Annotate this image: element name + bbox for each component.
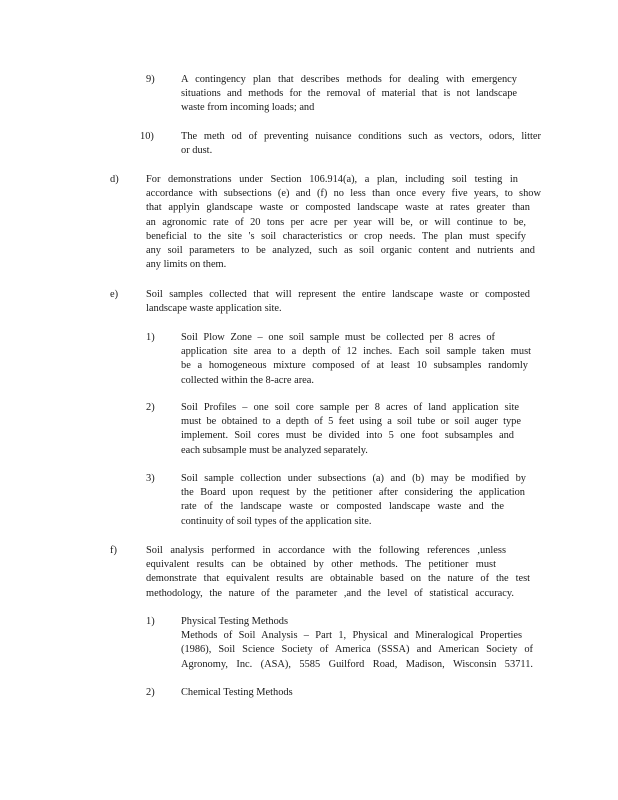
text-line: Soil samples collected that will represent the entire landscape waste or composted	[146, 289, 530, 300]
text-line: A contingency plan that describes methods for dealing with emergency	[181, 74, 517, 85]
text-line: Soil analysis performed in accordance with the following references ,unless	[146, 545, 506, 556]
text-line: methodology, the nature of the parameter ,and the level of statistical accuracy.	[146, 587, 514, 599]
text-line: that applyin glandscape waste or composted landscape waste at rates greater than	[146, 202, 530, 214]
text-line: application site area to a depth of 12 inches. Each soil sample taken must	[181, 346, 531, 358]
text-line: Physical Testing Methods	[181, 616, 289, 627]
text-line: each subsample must be analyzed separately.	[181, 444, 368, 456]
item-marker: 10)	[140, 131, 154, 142]
text-line: Methods of Soil Analysis – Part 1, Physical and Mineralogical Properties	[181, 630, 522, 642]
item-text	[181, 401, 521, 458]
item-marker: 3)	[146, 473, 155, 484]
text-line: Soil Plow Zone – one soil sample must be collected per 8 acres of	[181, 332, 495, 343]
item-marker: 1)	[146, 616, 155, 627]
text-line: continuity of soil types of the application site.	[181, 515, 372, 527]
text-line: Soil sample collection under subsections (a) and (b) may be modified by	[181, 473, 526, 484]
item-marker: 1)	[146, 332, 155, 343]
text-line: waste from incoming loads; and	[181, 102, 315, 114]
text-line: an agronomic rate of 20 tons per acre per year will be, or will continue to be,	[146, 216, 526, 228]
text-line: any limits on them.	[146, 259, 227, 271]
item-marker: 2)	[146, 687, 155, 698]
item-marker: 9)	[146, 74, 155, 85]
item-text	[181, 615, 533, 672]
item-text	[181, 331, 531, 388]
text-line: situations and methods for the removal of material that is not landscape	[181, 88, 517, 100]
text-line: must be obtained to a depth of 5 feet using a soil tube or soil auger type	[181, 416, 521, 428]
item-text	[146, 544, 530, 601]
text-line: Soil Profiles – one soil core sample per 8 acres of land application site	[181, 402, 519, 413]
text-line: rate of the landscape waste or composted landscape waste and the	[181, 501, 504, 513]
item-text	[181, 130, 541, 158]
text-line: the Board upon request by the petitioner after considering the application	[181, 487, 525, 499]
item-text	[181, 472, 527, 529]
item-text	[146, 288, 530, 316]
text-line: For demonstrations under Section 106.914(a), a plan, including soil testing in	[146, 174, 518, 185]
text-line: Agronomy, Inc. (ASA), 5585 Guilford Road, Madison, Wisconsin 53711.	[181, 658, 533, 670]
text-line: collected within the 8-acre area.	[181, 374, 314, 386]
item-text	[181, 73, 517, 116]
item-marker: d)	[110, 174, 119, 185]
item-marker: e)	[110, 289, 119, 300]
text-line: demonstrate that equivalent results are obtainable based on the nature of the test	[146, 573, 530, 585]
text-line: landscape waste application site.	[146, 303, 282, 315]
item-text	[181, 686, 381, 700]
text-line: accordance with subsections (e) and (f) no less than once every five years, to show	[146, 188, 541, 200]
text-line: or dust.	[181, 145, 213, 157]
item-text	[146, 173, 541, 272]
text-line: implement. Soil cores must be divided into 5 one foot subsamples and	[181, 430, 514, 442]
item-marker: f)	[110, 545, 117, 556]
text-line: any soil parameters to be analyzed, such as soil organic content and nutrients and	[146, 245, 535, 257]
text-line: equivalent results can be obtained by other methods. The petitioner must	[146, 559, 496, 571]
text-line: beneficial to the site 's soil characteristics or crop needs. The plan must specify	[146, 230, 526, 242]
text-line: be a homogeneous mixture composed of at least 10 subsamples randomly	[181, 360, 528, 372]
item-marker: 2)	[146, 402, 155, 413]
text-line: (1986), Soil Science Society of America (SSSA) and American Society of	[181, 644, 533, 656]
text-line: Chemical Testing Methods	[181, 687, 293, 698]
text-line: The meth od of preventing nuisance conditions such as vectors, odors, litter	[181, 131, 541, 142]
